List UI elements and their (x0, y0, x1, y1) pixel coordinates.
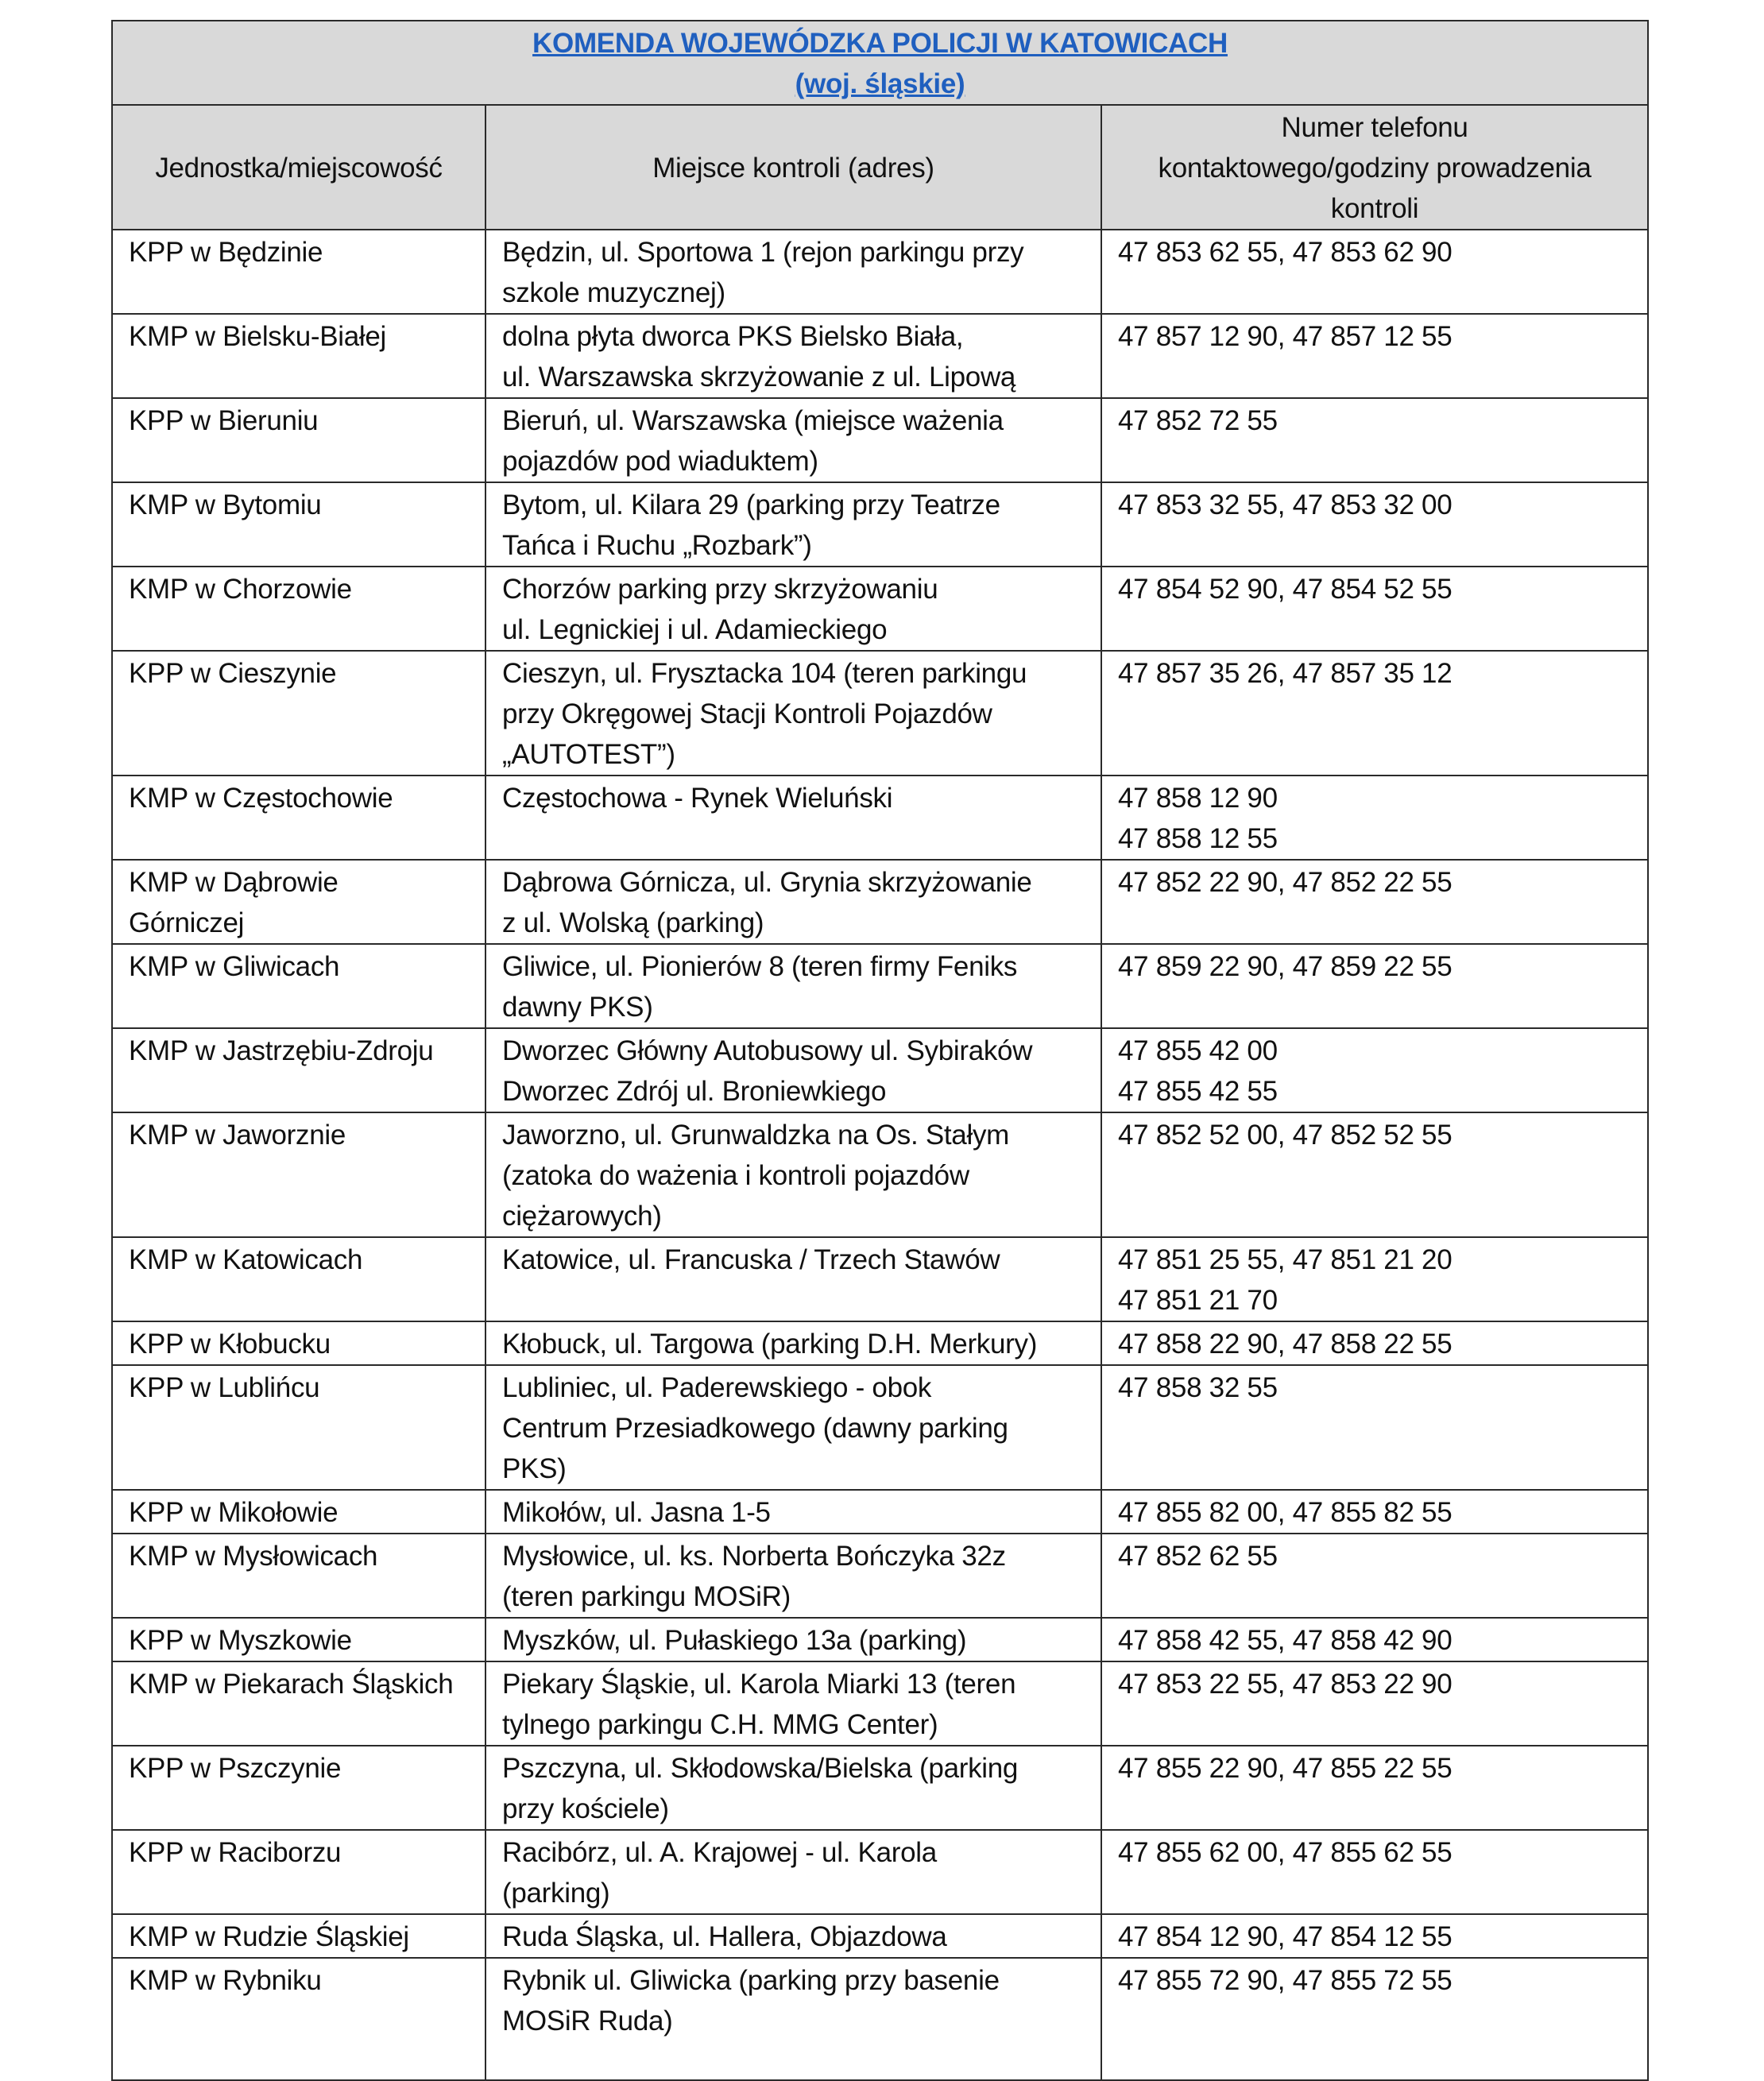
cell-place-line: dawny PKS) (502, 992, 653, 1023)
cell-place (485, 1490, 1101, 1534)
cell-unit (112, 1490, 485, 1534)
cell-place-line: Centrum Przesiadkowego (dawny parking (502, 1413, 1008, 1444)
cell-place (485, 567, 1101, 651)
cell-place (485, 1618, 1101, 1661)
cell-place (485, 944, 1101, 1028)
cell-unit (112, 1830, 485, 1914)
table-row (112, 944, 1648, 1028)
cell-unit-line: KMP w Katowicach (129, 1244, 363, 1275)
cell-place-line: przy kościele) (502, 1793, 669, 1824)
cell-place-line: Pszczyna, ul. Skłodowska/Bielska (parking (502, 1753, 1019, 1784)
table-row (112, 651, 1648, 776)
cell-place (485, 314, 1101, 398)
table-row (112, 398, 1648, 482)
cell-place-line: Katowice, ul. Francuska / Trzech Stawów (502, 1244, 1000, 1275)
cell-place (485, 1237, 1101, 1321)
cell-unit (112, 1958, 485, 2080)
cell-phone (1101, 230, 1648, 314)
cell-place-line: PKS) (502, 1453, 567, 1484)
table-row (112, 1958, 1648, 2080)
cell-phone-line: 47 859 22 90, 47 859 22 55 (1118, 951, 1453, 982)
cell-unit (112, 776, 485, 860)
title-line-2: (woj. śląskie) (795, 68, 965, 99)
cell-unit-line: KPP w Bieruniu (129, 405, 319, 436)
column-header-label: kontaktowego/godziny prowadzenia (1158, 153, 1592, 184)
cell-unit (112, 230, 485, 314)
cell-place-line: Chorzów parking przy skrzyżowaniu (502, 574, 938, 605)
cell-place-line: z ul. Wolską (parking) (502, 907, 764, 938)
cell-phone (1101, 1365, 1648, 1490)
cell-unit-line: KPP w Myszkowie (129, 1625, 352, 1656)
cell-place-line: ul. Legnickiej i ul. Adamieckiego (502, 614, 888, 645)
column-header-label: Miejsce kontroli (adres) (652, 153, 934, 184)
cell-phone-line: 47 851 21 70 (1118, 1285, 1278, 1316)
cell-unit-line: KMP w Bytomiu (129, 489, 322, 520)
cell-unit-line: KMP w Częstochowie (129, 783, 393, 814)
cell-place (485, 1365, 1101, 1490)
cell-unit (112, 860, 485, 944)
cell-place-line: szkole muzycznej) (502, 277, 725, 308)
column-header-phone (1101, 105, 1648, 230)
cell-unit (112, 314, 485, 398)
table-title-row (112, 21, 1648, 105)
table-row (112, 314, 1648, 398)
table-row (112, 1618, 1648, 1661)
table-row (112, 1914, 1648, 1958)
cell-place-line: ul. Warszawska skrzyżowanie z ul. Lipową (502, 362, 1016, 393)
table-row (112, 1365, 1648, 1490)
cell-phone-line: 47 855 22 90, 47 855 22 55 (1118, 1753, 1453, 1784)
table-row (112, 1112, 1648, 1237)
cell-phone (1101, 482, 1648, 567)
cell-unit-line: KMP w Dąbrowie (129, 867, 338, 898)
cell-phone-line: 47 852 52 00, 47 852 52 55 (1118, 1120, 1453, 1151)
cell-place-line: Racibórz, ul. A. Krajowej - ul. Karola (502, 1837, 937, 1868)
cell-phone (1101, 1237, 1648, 1321)
cell-phone-line: 47 853 22 55, 47 853 22 90 (1118, 1669, 1453, 1700)
cell-place-line: Bieruń, ul. Warszawska (miejsce ważenia (502, 405, 1004, 436)
cell-place-line: pojazdów pod wiaduktem) (502, 446, 818, 477)
table-row (112, 1490, 1648, 1534)
cell-place (485, 1028, 1101, 1112)
cell-unit-line: KMP w Mysłowicach (129, 1541, 378, 1572)
table-row (112, 1237, 1648, 1321)
cell-place-line: ciężarowych) (502, 1201, 662, 1232)
cell-unit-line: KMP w Piekarach Śląskich (129, 1669, 454, 1700)
cell-unit-line: KMP w Jaworznie (129, 1120, 346, 1151)
cell-phone (1101, 1958, 1648, 2080)
cell-place-line: Dąbrowa Górnicza, ul. Grynia skrzyżowanie (502, 867, 1032, 898)
cell-unit (112, 1028, 485, 1112)
cell-phone (1101, 651, 1648, 776)
table-title (112, 21, 1648, 105)
cell-place (485, 482, 1101, 567)
cell-place-line: „AUTOTEST”) (502, 739, 675, 770)
cell-unit (112, 1661, 485, 1746)
cell-unit-line: KMP w Rybniku (129, 1965, 322, 1996)
cell-unit-line: KPP w Raciborzu (129, 1837, 342, 1868)
table-row (112, 1028, 1648, 1112)
cell-place-line: Dworzec Główny Autobusowy ul. Sybiraków (502, 1035, 1033, 1066)
cell-place (485, 860, 1101, 944)
table-row (112, 860, 1648, 944)
cell-place-line: Cieszyn, ul. Frysztacka 104 (teren parkingu (502, 658, 1027, 689)
cell-unit-line: KMP w Rudzie Śląskiej (129, 1921, 409, 1952)
police-checkpoints-table (111, 20, 1649, 2081)
title-line-1: KOMENDA WOJEWÓDZKA POLICJI W KATOWICACH (532, 28, 1228, 59)
table-body (112, 230, 1648, 2080)
cell-unit-line: KMP w Gliwicach (129, 951, 340, 982)
cell-unit (112, 567, 485, 651)
cell-place-line: Ruda Śląska, ul. Hallera, Objazdowa (502, 1921, 947, 1952)
cell-unit-line: KMP w Jastrzębiu-Zdroju (129, 1035, 434, 1066)
cell-place (485, 1914, 1101, 1958)
table-row (112, 1321, 1648, 1365)
cell-phone-line: 47 855 42 00 (1118, 1035, 1278, 1066)
column-header-unit (112, 105, 485, 230)
cell-place-line: Będzin, ul. Sportowa 1 (rejon parkingu przy (502, 237, 1024, 268)
cell-place-line: (teren parkingu MOSiR) (502, 1581, 791, 1612)
column-header-row (112, 105, 1648, 230)
column-header-place (485, 105, 1101, 230)
cell-place (485, 776, 1101, 860)
cell-place (485, 1958, 1101, 2080)
cell-place (485, 1112, 1101, 1237)
cell-phone (1101, 398, 1648, 482)
cell-unit (112, 1746, 485, 1830)
cell-phone (1101, 1490, 1648, 1534)
cell-unit-line: KMP w Bielsku-Białej (129, 321, 387, 352)
cell-unit (112, 651, 485, 776)
cell-phone (1101, 1830, 1648, 1914)
cell-phone-line: 47 855 42 55 (1118, 1076, 1278, 1107)
cell-phone (1101, 1661, 1648, 1746)
cell-unit (112, 1112, 485, 1237)
cell-place-line: Tańca i Ruchu „Rozbark”) (502, 530, 812, 561)
cell-place (485, 1746, 1101, 1830)
cell-place (485, 230, 1101, 314)
cell-unit (112, 1914, 485, 1958)
cell-phone-line: 47 852 62 55 (1118, 1541, 1278, 1572)
cell-phone-line: 47 857 35 26, 47 857 35 12 (1118, 658, 1453, 689)
table-row (112, 1746, 1648, 1830)
cell-unit (112, 1534, 485, 1618)
cell-place-line: Dworzec Zdrój ul. Broniewkiego (502, 1076, 887, 1107)
cell-place (485, 1321, 1101, 1365)
cell-unit (112, 1237, 485, 1321)
cell-place-line: Częstochowa - Rynek Wieluński (502, 783, 893, 814)
cell-place (485, 1661, 1101, 1746)
cell-phone (1101, 1914, 1648, 1958)
cell-unit (112, 1321, 485, 1365)
table-row (112, 230, 1648, 314)
cell-unit (112, 398, 485, 482)
cell-phone-line: 47 855 82 00, 47 855 82 55 (1118, 1497, 1453, 1528)
cell-unit-line: KMP w Chorzowie (129, 574, 352, 605)
cell-phone-line: 47 858 12 90 (1118, 783, 1278, 814)
cell-phone (1101, 944, 1648, 1028)
cell-phone-line: 47 854 12 90, 47 854 12 55 (1118, 1921, 1453, 1952)
column-header-label: Numer telefonu (1281, 112, 1468, 143)
table-row (112, 1534, 1648, 1618)
cell-place (485, 1534, 1101, 1618)
cell-unit-line: KPP w Kłobucku (129, 1329, 331, 1360)
cell-unit-line: KPP w Lublińcu (129, 1372, 320, 1403)
cell-place-line: (parking) (502, 1878, 610, 1909)
cell-phone (1101, 314, 1648, 398)
table-row (112, 1661, 1648, 1746)
cell-unit-line: KPP w Mikołowie (129, 1497, 338, 1528)
cell-phone (1101, 1746, 1648, 1830)
table-row (112, 482, 1648, 567)
cell-place-line: Piekary Śląskie, ul. Karola Miarki 13 (teren (502, 1669, 1016, 1700)
cell-phone (1101, 1112, 1648, 1237)
cell-place (485, 398, 1101, 482)
cell-place-line: Jaworzno, ul. Grunwaldzka na Os. Stałym (502, 1120, 1010, 1151)
column-header-label: Jednostka/miejscowość (155, 153, 443, 184)
cell-place (485, 651, 1101, 776)
cell-place-line: przy Okręgowej Stacji Kontroli Pojazdów (502, 698, 992, 729)
cell-place-line: Lubliniec, ul. Paderewskiego - obok (502, 1372, 932, 1403)
cell-unit-line: KPP w Pszczynie (129, 1753, 342, 1784)
cell-phone (1101, 567, 1648, 651)
cell-unit-line: KPP w Będzinie (129, 237, 323, 268)
cell-phone-line: 47 853 32 55, 47 853 32 00 (1118, 489, 1453, 520)
cell-unit (112, 944, 485, 1028)
cell-place-line: dolna płyta dworca PKS Bielsko Biała, (502, 321, 964, 352)
table-row (112, 1830, 1648, 1914)
table-row (112, 567, 1648, 651)
cell-place-line: tylnego parkingu C.H. MMG Center) (502, 1709, 938, 1740)
cell-unit (112, 1365, 485, 1490)
column-header-label: kontroli (1330, 193, 1419, 224)
cell-phone-line: 47 857 12 90, 47 857 12 55 (1118, 321, 1453, 352)
cell-place-line: Bytom, ul. Kilara 29 (parking przy Teatrze (502, 489, 1000, 520)
cell-unit-line: KPP w Cieszynie (129, 658, 337, 689)
cell-unit (112, 482, 485, 567)
cell-place-line: Mysłowice, ul. ks. Norberta Bończyka 32z (502, 1541, 1006, 1572)
cell-phone-line: 47 858 12 55 (1118, 823, 1278, 854)
cell-place-line: Rybnik ul. Gliwicka (parking przy basenie (502, 1965, 1000, 1996)
cell-phone (1101, 1618, 1648, 1661)
cell-phone-line: 47 858 42 55, 47 858 42 90 (1118, 1625, 1453, 1656)
cell-phone-line: 47 855 62 00, 47 855 62 55 (1118, 1837, 1453, 1868)
cell-phone (1101, 776, 1648, 860)
cell-phone-line: 47 858 22 90, 47 858 22 55 (1118, 1329, 1453, 1360)
cell-phone (1101, 1028, 1648, 1112)
cell-phone-line: 47 851 25 55, 47 851 21 20 (1118, 1244, 1453, 1275)
cell-phone-line: 47 858 32 55 (1118, 1372, 1278, 1403)
cell-unit (112, 1618, 485, 1661)
cell-place-line: Myszków, ul. Pułaskiego 13a (parking) (502, 1625, 967, 1656)
table-row (112, 776, 1648, 860)
cell-place-line: Mikołów, ul. Jasna 1-5 (502, 1497, 771, 1528)
cell-phone-line: 47 852 22 90, 47 852 22 55 (1118, 867, 1453, 898)
cell-unit-line: Górniczej (129, 907, 245, 938)
cell-phone-line: 47 854 52 90, 47 854 52 55 (1118, 574, 1453, 605)
cell-place (485, 1830, 1101, 1914)
cell-place-line: MOSiR Ruda) (502, 2006, 673, 2037)
cell-place-line: Kłobuck, ul. Targowa (parking D.H. Merkury) (502, 1329, 1038, 1360)
cell-place-line: Gliwice, ul. Pionierów 8 (teren firmy Feniks (502, 951, 1018, 982)
cell-phone (1101, 1321, 1648, 1365)
cell-phone (1101, 1534, 1648, 1618)
cell-place-line: (zatoka do ważenia i kontroli pojazdów (502, 1160, 969, 1191)
cell-phone-line: 47 855 72 90, 47 855 72 55 (1118, 1965, 1453, 1996)
cell-phone-line: 47 853 62 55, 47 853 62 90 (1118, 237, 1453, 268)
cell-phone-line: 47 852 72 55 (1118, 405, 1278, 436)
cell-phone (1101, 860, 1648, 944)
